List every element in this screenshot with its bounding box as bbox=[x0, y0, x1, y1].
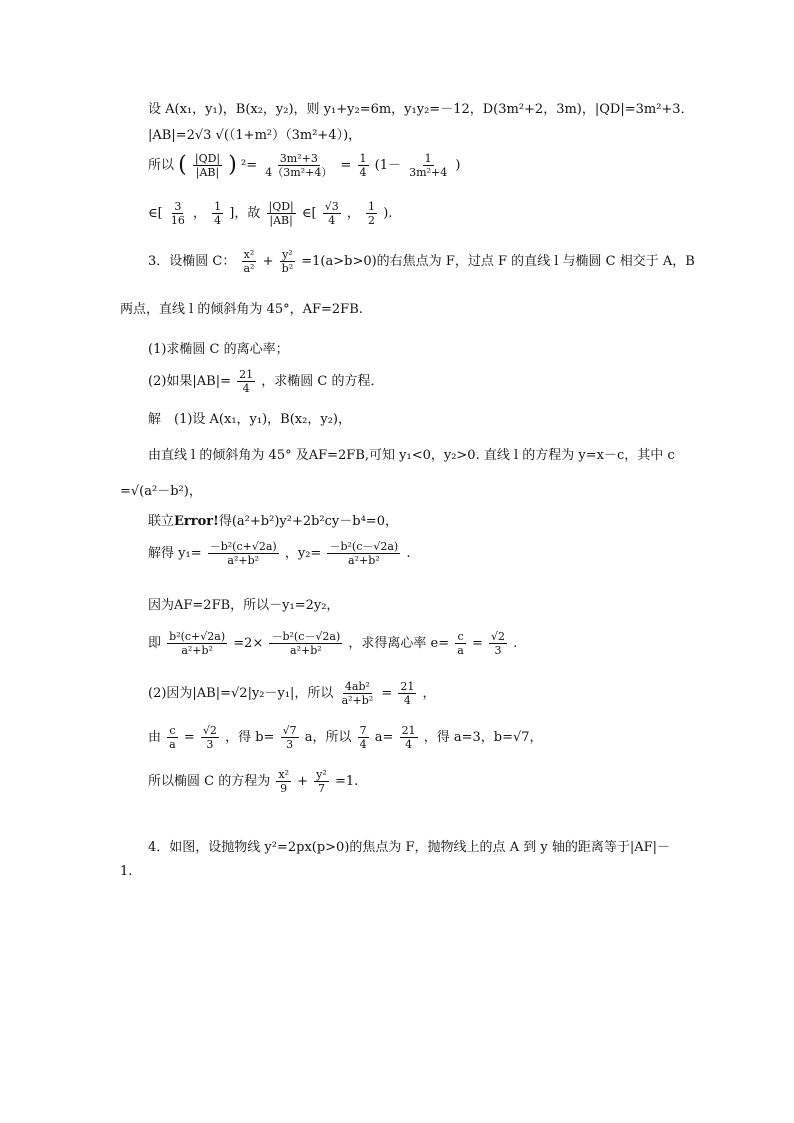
fraction: $\frac{\text{x²}}{\text{a²}}$ bbox=[243, 248, 255, 275]
question-2 bbox=[148, 368, 384, 395]
text-line: 两点，直线 l 的倾斜角为 45°，AF=2FB. bbox=[120, 302, 363, 317]
fraction: $\frac{\text{b²(c+√2a)}}{\text{a²+b²}}$ bbox=[169, 630, 226, 657]
problem-3-intro bbox=[148, 248, 695, 275]
solution-line bbox=[148, 680, 436, 707]
fraction: $\frac{\text{x²}}{9}$ bbox=[278, 768, 289, 795]
fraction: $\frac{|QD|}{|AB|}$ bbox=[194, 152, 221, 179]
text: = bbox=[340, 158, 352, 173]
fraction: $\frac{\text{－b²(c－√2a)}}{\text{a²+b²}}$ bbox=[329, 540, 399, 567]
text: =2× bbox=[233, 636, 264, 651]
fraction: $\frac{1}{4}$ bbox=[359, 152, 367, 179]
fraction: $\frac{√2}{3}$ bbox=[491, 630, 506, 657]
solution-line bbox=[148, 510, 398, 529]
text: . bbox=[406, 546, 411, 561]
text: 所以 bbox=[148, 158, 175, 173]
solution-line: 解 (1)设 A(x₁，y₁)，B(x₂，y₂)， bbox=[148, 412, 351, 427]
fraction: $\frac{√2}{3}$ bbox=[202, 724, 217, 751]
text: ， bbox=[346, 206, 360, 221]
fraction: $\frac{1}{4}$ bbox=[214, 200, 222, 227]
text: ]，故 bbox=[229, 206, 261, 221]
fraction: $\frac{√3}{4}$ bbox=[324, 200, 339, 227]
text: =1. bbox=[334, 774, 359, 789]
text: (2)因为|AB|=√2|y₂－y₁|，所以 bbox=[148, 686, 334, 701]
text: ，得 b= bbox=[225, 730, 275, 745]
fraction: $\frac{\text{－b²(c+√2a)}}{\text{a²+b²}}$ bbox=[209, 540, 277, 567]
text: ，y₂= bbox=[284, 546, 322, 561]
text: (1－ bbox=[374, 158, 401, 173]
fraction: $\frac{1}{\text{3m²+4}}$ bbox=[409, 152, 448, 179]
text-line bbox=[148, 200, 392, 227]
text: 由 bbox=[148, 730, 162, 745]
fraction: $\frac{√7}{3}$ bbox=[282, 724, 297, 751]
fraction: $\frac{21}{4}$ bbox=[239, 368, 254, 395]
solution-line bbox=[148, 724, 543, 751]
paren: ) bbox=[228, 152, 237, 178]
text: = bbox=[381, 686, 393, 701]
error-field: Error! bbox=[174, 514, 219, 529]
fraction: $\frac{\text{y²}}{\text{b²}}$ bbox=[281, 248, 294, 275]
solution-line bbox=[148, 768, 358, 795]
text: 解得 y₁= bbox=[148, 546, 202, 561]
text: ， bbox=[422, 686, 436, 701]
fraction: $\frac{\text{3m²+3}}{\text{4（3m²+4）}}$ bbox=[265, 152, 333, 179]
text: ，求椭圆 C 的方程． bbox=[261, 374, 384, 389]
text: ). bbox=[383, 206, 393, 221]
text: = bbox=[471, 636, 483, 651]
text: ， bbox=[192, 206, 206, 221]
text-line bbox=[148, 152, 460, 179]
text: (2)如果|AB|= bbox=[148, 374, 232, 389]
fraction: $\frac{c}{a}$ bbox=[457, 630, 464, 657]
text: a，所以 bbox=[304, 730, 352, 745]
text-line: 1. bbox=[120, 864, 133, 879]
text: 得(a²+b²)y²+2b²cy－b⁴=0， bbox=[218, 514, 398, 529]
paren: ( bbox=[178, 152, 187, 178]
text: . bbox=[513, 636, 518, 651]
solution-line: 因为AF=2FB，所以－y₁=2y₂， bbox=[148, 598, 340, 613]
text: ，求得离心率 e= bbox=[348, 636, 450, 651]
fraction: $\frac{\text{y²}}{7}$ bbox=[316, 768, 327, 795]
text: =1(a>b>0)的右焦点为 F，过点 F 的直线 l 与椭圆 C 相交于 A，B bbox=[301, 254, 695, 269]
problem-4-intro: 4．如图，设抛物线 y²=2px(p>0)的焦点为 F，抛物线上的点 A 到 y 轴的距离等于|AF|－ bbox=[148, 840, 670, 855]
solution-line bbox=[148, 540, 411, 567]
solution-line: 由直线 l 的倾斜角为 45° 及AF=2FB,可知 y₁<0，y₂>0. 直线 l 的方程为 y=x－c，其中 c bbox=[148, 448, 675, 463]
fraction: $\frac{3}{16}$ bbox=[170, 200, 185, 227]
text: ) bbox=[455, 158, 461, 173]
text: ，得 a=3，b=√7， bbox=[423, 730, 543, 745]
text: = bbox=[183, 730, 195, 745]
fraction: $\frac{c}{a}$ bbox=[169, 724, 176, 751]
text: + bbox=[297, 774, 309, 789]
fraction: $\frac{\text{4ab²}}{\text{a²+b²}}$ bbox=[341, 680, 374, 707]
text: a= bbox=[374, 730, 394, 745]
text-line: 设 A(x₁，y₁)，B(x₂，y₂)，则 y₁+y₂=6m，y₁y₂=－12，D(3m²+2，3m)，|QD|=3m²+3． bbox=[148, 102, 694, 117]
text: ²= bbox=[241, 158, 258, 173]
fraction: $\frac{\text{－b²(c－√2a)}}{\text{a²+b²}}$ bbox=[271, 630, 341, 657]
text: 3．设椭圆 C： bbox=[148, 254, 236, 269]
fraction: $\frac{7}{4}$ bbox=[359, 724, 367, 751]
solution-line bbox=[148, 630, 517, 657]
solution-line: =√(a²－b²)， bbox=[120, 484, 202, 499]
fraction: $\frac{21}{4}$ bbox=[401, 724, 416, 751]
text: 即 bbox=[148, 636, 162, 651]
text: + bbox=[262, 254, 274, 269]
text: 所以椭圆 C 的方程为 bbox=[148, 774, 271, 789]
question-1: (1)求椭圆 C 的离心率； bbox=[148, 342, 289, 357]
fraction: $\frac{|QD|}{|AB|}$ bbox=[268, 200, 294, 227]
text: ∈[ bbox=[301, 206, 317, 221]
text: 联立 bbox=[148, 514, 175, 529]
text: ∈[ bbox=[148, 206, 163, 221]
text-line: |AB|=2√3 √(（1+m²）（3m²+4）)， bbox=[148, 128, 362, 143]
fraction: $\frac{1}{2}$ bbox=[368, 200, 376, 227]
fraction: $\frac{21}{4}$ bbox=[400, 680, 415, 707]
